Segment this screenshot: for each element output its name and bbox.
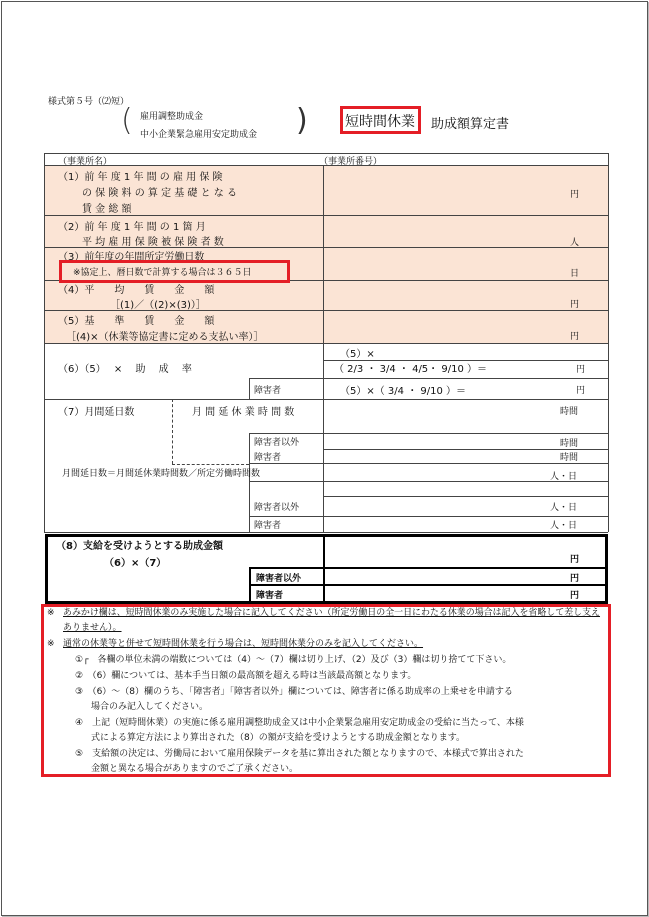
title-highlight: 短時間休業 <box>345 114 415 130</box>
note-2-mark: ※ <box>47 639 55 649</box>
r6-label: （6）（5） × 助 成 率 <box>58 364 192 375</box>
grant-name-2: 中小企業緊急雇用安定助成金 <box>140 130 258 140</box>
r7-unit-d3: 人・日 <box>550 521 578 531</box>
r4-label-2: ［(1)／（(2)×(3)）］ <box>110 300 206 311</box>
caution-2: ② （6）欄については、基本手当日額の最高額を超える時は当該最高額となります。 <box>75 671 417 681</box>
r7-days-label: （7）月間延日数 <box>58 407 135 418</box>
r3-note: ※協定上、暦日数で計算する場合は３６５日 <box>73 265 252 278</box>
r7-unit-d1: 人・日 <box>550 472 578 482</box>
office-number-label: （事業所番号） <box>319 157 383 167</box>
r8-label-2: （6）×（7） <box>104 558 167 569</box>
r8-non-disabled-label: 障害者以外 <box>256 574 302 584</box>
r6-disabled-label: 障害者 <box>254 386 282 396</box>
r5-input[interactable] <box>326 312 564 341</box>
r5-label-1: （5）基 準 賃 金 額 <box>58 316 215 327</box>
r1-label-1: （1）前 年 度 1 年 間 の 雇 用 保 険 <box>58 172 223 183</box>
r1-unit: 円 <box>570 190 580 200</box>
r4-label-1: （4）平 均 賃 金 額 <box>58 285 215 296</box>
note-2: 通常の休業等と併せて短時間休業を行う場合は、短時間休業分のみを記入してください。 <box>63 639 424 649</box>
page-title: 助成額算定書 <box>431 117 510 132</box>
r6-formula-2: （5）×（ 3/4 ・ 9/10 ）＝ <box>340 386 467 397</box>
r4-input[interactable] <box>326 282 564 308</box>
r7-unit-d2: 人・日 <box>550 503 578 513</box>
r1-label-2: の 保 険 料 の 算 定 基 礎 と な る <box>82 188 237 199</box>
r7-unit-h3: 時間 <box>560 453 579 463</box>
r1-input[interactable] <box>326 167 564 213</box>
r8-unit-3: 円 <box>570 591 580 601</box>
r6-unit-1: 円 <box>576 365 586 375</box>
form-number: 様式第５号（⑵短） <box>48 97 130 107</box>
r7-disabled-label-2: 障害者 <box>254 521 282 531</box>
r8-disabled-label: 障害者 <box>256 591 284 601</box>
r2-label-1: （2）前 年 度 1 年 間 の 1 箇 月 <box>58 222 206 233</box>
caution-5b: 金額と異なる場合がありますのでご了承ください。 <box>91 764 299 774</box>
r8-unit-1: 円 <box>570 555 580 565</box>
caution-4: ④ 上記（短時間休業）の実施に係る雇用調整助成金又は中小企業緊急雇用安定助成金の受給に当たって、本様 <box>75 718 524 728</box>
r3-label-1: （3）前年度の年間所定労働日数 <box>58 252 205 263</box>
caution-5: ⑤ 支給額の決定は、労働局において雇用保険データを基に算出された額となりますので、本様式で算出された <box>75 749 524 759</box>
caution-3: ③ （6）～（8）欄のうち、「障害者」「障害者以外」欄については、障害者に係る助成率の上乗せを申請する <box>75 687 513 697</box>
note-1b: ありません）。 <box>63 623 122 633</box>
r2-unit: 人 <box>570 238 580 248</box>
r3-note-highlight-box <box>59 260 290 283</box>
caution-3b: 場合のみ記入してください。 <box>91 702 209 712</box>
right-brace: ) <box>296 103 308 138</box>
caution-1: ①┌ 各欄の単位未満の端数については（4）～（7）欄は切り上げ、（2）及び（3）欄は切り捨てて下さい。 <box>75 655 512 665</box>
note-1-mark: ※ <box>47 608 55 618</box>
calculation-table <box>44 153 608 605</box>
r3-unit: 日 <box>570 269 580 279</box>
r6-formula-1b: （ 2/3 ・ 3/4 ・ 4/5・ 9/10 ）＝ <box>334 364 487 375</box>
note-1: あみかけ欄は、短時間休業のみ実施した場合に記入してください（所定労働日の全一日にわたる休業の場合は記入を省略して差し支え <box>63 608 601 618</box>
r7-unit-h1: 時間 <box>560 407 579 417</box>
left-brace: ( <box>121 103 133 138</box>
caution-4b: 式による算定方法により算出された（8）の額が支給を受けようとする助成金額となります。 <box>91 733 466 743</box>
r8-label-1: （8）支給を受けようとする助成金額 <box>56 541 223 552</box>
r7-formula: 月間延日数＝月間延休業時間数／所定労働時間数 <box>62 469 261 479</box>
r1-label-3: 賃 金 総 額 <box>82 204 132 215</box>
r3-input[interactable] <box>326 249 564 278</box>
r8-unit-2: 円 <box>570 574 580 584</box>
r6-unit-2: 円 <box>576 386 586 396</box>
r7-non-disabled-label-2: 障害者以外 <box>254 503 300 513</box>
grant-name-1: 雇用調整助成金 <box>140 112 204 122</box>
r4-unit: 円 <box>570 300 580 310</box>
r7-unit-h2: 時間 <box>560 439 579 449</box>
r5-unit: 円 <box>570 332 580 342</box>
office-name-label: （事業所名） <box>58 157 113 167</box>
r5-label-2: ［(4)×（休業等協定書に定める支払い率）］ <box>66 332 264 343</box>
r6-formula-1a: （5）× <box>340 349 375 360</box>
r7-hours-label: 月 間 延 休 業 時 間 数 <box>192 407 295 418</box>
r2-label-2: 平 均 雇 用 保 険 被 保 険 者 数 <box>82 237 224 248</box>
r7-disabled-label: 障害者 <box>254 453 282 463</box>
r2-input[interactable] <box>326 217 564 245</box>
r7-non-disabled-label: 障害者以外 <box>254 438 300 448</box>
